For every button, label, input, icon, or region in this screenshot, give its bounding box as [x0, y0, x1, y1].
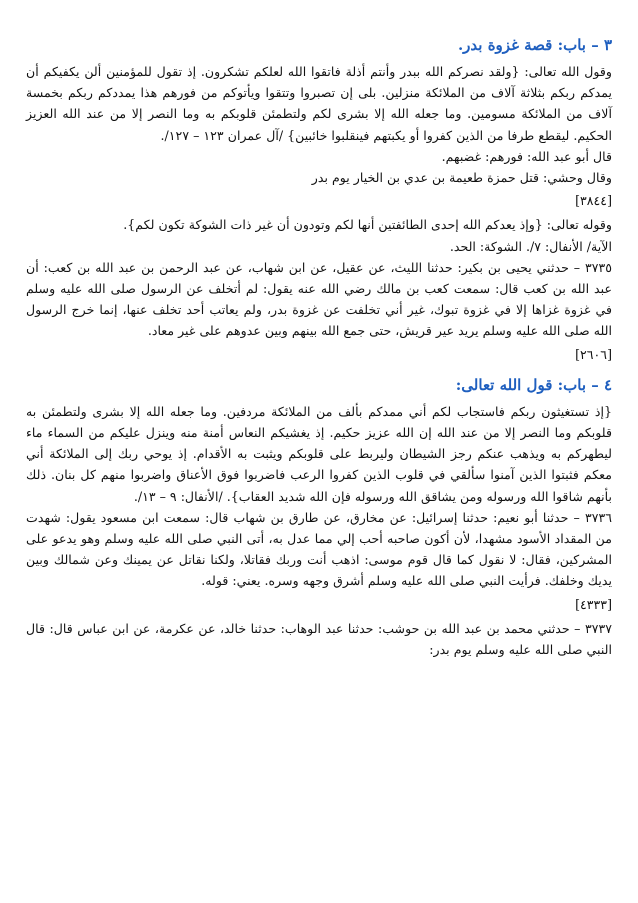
commentary-line: وقال وحشي: قتل حمزة طعيمة بن عدي بن الخيار يوم بدر	[311, 170, 612, 186]
chapter-heading-4: ٤ – باب: قول الله تعالى:	[455, 375, 612, 394]
quran-verse-al-imran: وقول الله تعالى: {ولقد نصركم الله ببدر وأنتم أذلة فاتقوا الله لعلكم تشكرون. إذ تقول للمؤمنين ألن يكفيكم أن يمدكم ربكم بثلاثة آلاف من الملائكة منزلين. بلى إن تصبروا وتتقوا ويأتوكم من فورهم هذا يمددكم ربكم بخمسة آلاف من الملائكة مسومين. وما جعله الله إلا بشرى لكم ولتطمئن قلوبكم به وما النصر إلا من عند الله العزيز الحكيم. ليقطع طرفا من الذين كفروا أو يكبتهم فينقلبوا خائبين} /آل عمران ١٢٣ – ١٢٧/.	[26, 64, 612, 143]
commentary-line: الآية/ الأنفال: ٧/. الشوكة: الحد.	[449, 238, 612, 254]
hadith-3737: ٣٧٣٧ – حدثني محمد بن عبد الله بن حوشب: حدثنا عبد الوهاب: حدثنا خالد، عن عكرمة، عن ابن عباس قال: قال النبي صلى الله عليه وسلم يوم بدر:	[26, 620, 612, 658]
reference-number: [٢٦٠٦]	[575, 346, 612, 362]
hadith-3735: ٣٧٣٥ – حدثني يحيى بن بكير: حدثنا الليث، عن عقيل، عن ابن شهاب، عن عبد الرحمن بن عبد الله بن كعب: أن عبد الله بن كعب قال: سمعت كعب بن مالك رضي الله عنه يقول: لم أتخلف عن الرسول صلى الله عليه وسلم في غزوة غزاها إلا في غزوة تبوك، غير أني تخلفت عن غزوة بدر، ولم يعاتب أحد تخلف عنها، إنما خرج الرسول الله صلى الله عليه وسلم يريد عير قريش، حتى جمع الله بينهم وبين عدوهم على غير معاد.	[26, 259, 612, 339]
quran-verse-anfal-7: وقوله تعالى: {وإذ يعدكم الله إحدى الطائفتين أنها لكم وتودون أن غير ذات الشوكة تكون لكم}.	[123, 217, 612, 233]
quran-verse-anfal-9-13: {إذ تستغيثون ربكم فاستجاب لكم أني ممدكم بألف من الملائكة مردفين. وما جعله الله إلا بشرى ولتطمئن به قلوبكم وما النصر إلا من عند الله إن الله عزيز حكيم. إذ يغشيكم النعاس أمنة منه وينزل عليكم من السماء ماء ليطهركم به ويذهب عنكم رجز الشيطان وليربط على قلوبكم ويثبت به الأقدام. إذ يوحي ربك إلى الملائكة أني معكم فثبتوا الذين آمنوا سألقي في قلوب الذين كفروا الرعب فاضربوا فوق الأعناق واضربوا منهم كل بنان. ذلك بأنهم شاقوا الله ورسوله ومن يشاقق الله ورسوله فإن الله شديد العقاب}. /الأنفال: ٩ – ١٣/.	[26, 403, 612, 504]
hadith-3736: ٣٧٣٦ – حدثنا أبو نعيم: حدثنا إسرائيل: عن مخارق، عن طارق بن شهاب قال: سمعت ابن مسعود يقول: شهدت من المقداد الأسود مشهدا، لأن أكون صاحبه أحب إلي مما عدل به، أتى النبي صلى الله عليه وسلم وهو يدعو على المشركين، فقال: لا نقول كما قال قوم موسى: اذهب أنت وربك فقاتلا، ولكنا نقاتل عن يمينك وعن شمالك وبين يديك وخلفك. فرأيت النبي صلى الله عليه وسلم أشرق وجهه وسره. يعني: قوله.	[26, 509, 612, 589]
commentary-line: قال أبو عبد الله: فورهم: غضبهم.	[441, 148, 612, 164]
reference-number: [٤٣٣٣]	[575, 596, 612, 612]
chapter-heading-3: ٣ – باب: قصة غزوة بدر.	[457, 36, 612, 54]
reference-number: [٣٨٤٤]	[575, 193, 612, 209]
